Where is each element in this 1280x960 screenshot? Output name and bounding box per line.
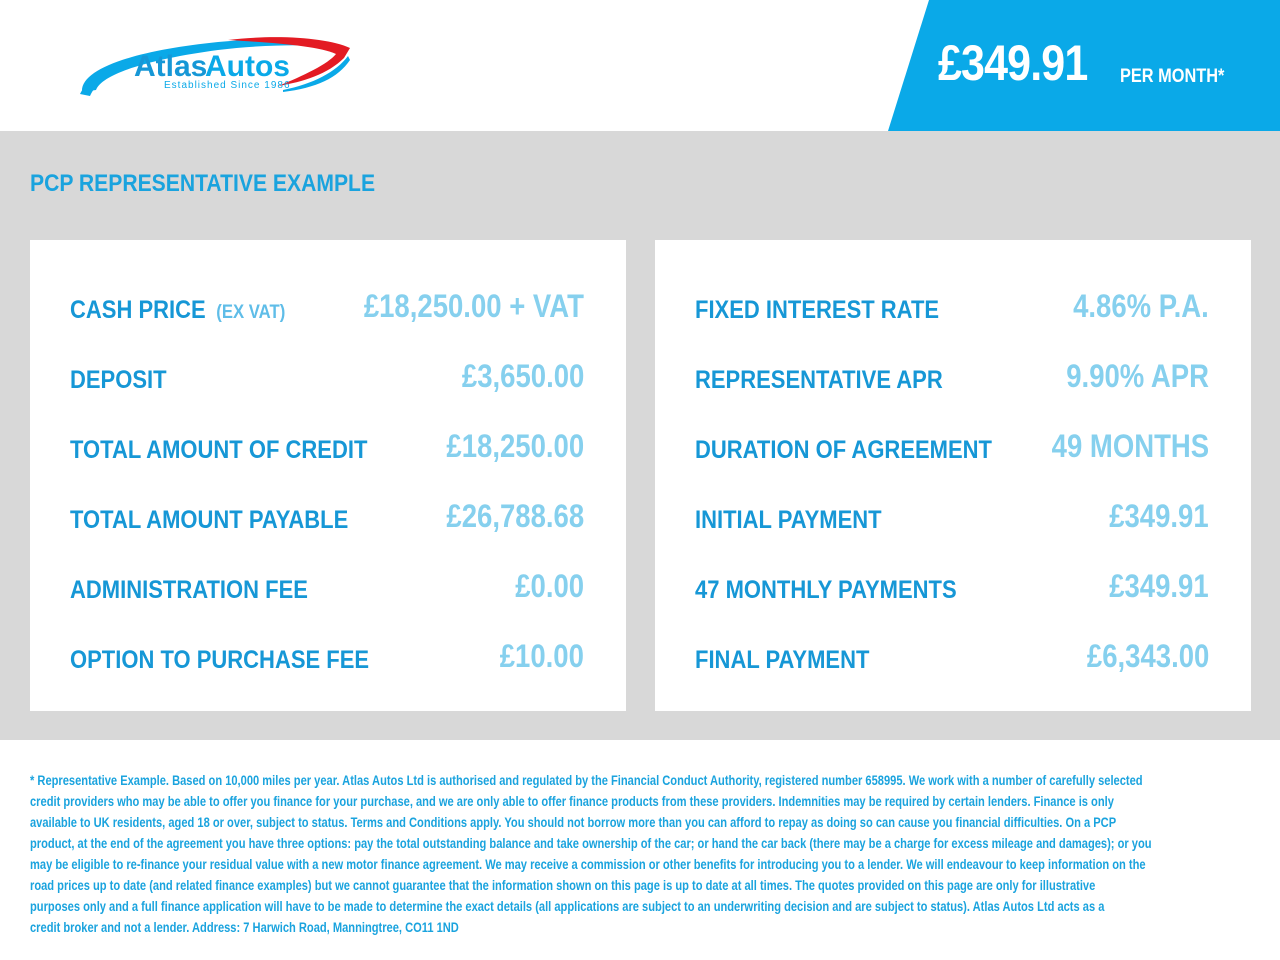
finance-row-label: TOTAL AMOUNT PAYABLE (70, 506, 349, 534)
finance-row (695, 288, 1209, 328)
disclaimer-footnote (30, 770, 1152, 938)
atlas-autos-logo (78, 28, 353, 100)
finance-row-label: OPTION TO PURCHASE FEE (70, 646, 370, 674)
section-title: PCP REPRESENTATIVE EXAMPLE (30, 170, 376, 197)
finance-row-value: 49 MONTHS (1051, 428, 1209, 464)
finance-row-label: ADMINISTRATION FEE (70, 576, 308, 604)
finance-row-label: CASH PRICE (EX VAT) (70, 296, 286, 324)
finance-row-label: 47 MONTHLY PAYMENTS (695, 576, 957, 604)
finance-row-label: FINAL PAYMENT (695, 646, 870, 674)
finance-panel-left (30, 240, 626, 711)
finance-row-value: £6,343.00 (1086, 638, 1209, 674)
finance-row-value: £10.00 (499, 638, 584, 674)
finance-row-label: DEPOSIT (70, 366, 167, 394)
logo-name-autos: Autos (205, 50, 290, 83)
finance-row (695, 498, 1209, 538)
finance-row-label: REPRESENTATIVE APR (695, 366, 943, 394)
logo-tagline: Established Since 1986 (164, 80, 291, 91)
finance-row-value: £3,650.00 (461, 358, 584, 394)
finance-row-value: 4.86% P.A. (1073, 288, 1209, 324)
footnote-line: available to UK residents, aged 18 or over, subject to status. Terms and Conditions apply. You should not borrow more than you can afford to repay as doing so can cause you financial difficulties. On a PCP (30, 815, 1117, 830)
finance-row-value: £0.00 (515, 568, 584, 604)
finance-row-sublabel: (EX VAT) (216, 302, 286, 323)
monthly-price: £349.91 (938, 35, 1088, 91)
finance-row-label: FIXED INTEREST RATE (695, 296, 940, 324)
finance-row-value: £349.91 (1109, 498, 1209, 534)
finance-row (695, 358, 1209, 398)
finance-row-value: £18,250.00 + VAT (363, 288, 584, 324)
finance-row (70, 568, 584, 608)
finance-row-label: INITIAL PAYMENT (695, 506, 882, 534)
finance-row (70, 638, 584, 678)
footnote-line: * Representative Example. Based on 10,000 miles per year. Atlas Autos Ltd is authorised and regulated by the Financial Conduct Authority, registered number 658995. We work with a number of carefully selected (30, 773, 1143, 788)
finance-row (70, 498, 584, 538)
finance-row-value: 9.90% APR (1066, 358, 1209, 394)
finance-row (695, 428, 1209, 468)
finance-row (70, 358, 584, 398)
per-month-label: PER MONTH* (1120, 66, 1225, 87)
footnote-line: product, at the end of the agreement you have three options: pay the total outstanding balance and take ownership of the car; or hand the car back (there may be a charge for excess mileage and damages); or you (30, 836, 1152, 851)
finance-row-label: TOTAL AMOUNT OF CREDIT (70, 436, 368, 464)
finance-row-label: DURATION OF AGREEMENT (695, 436, 992, 464)
logo-name-atlas: Atlas (134, 50, 208, 83)
footnote-line: credit broker and not a lender. Address: 7 Harwich Road, Manningtree, CO11 1ND (30, 920, 459, 935)
finance-row (70, 428, 584, 468)
finance-row (695, 568, 1209, 608)
footnote-line: credit providers who may be able to offer you finance for your purchase, and we are only able to offer finance products from these providers. Indemnities may be required by certain lenders. Finance is only (30, 794, 1114, 809)
finance-row-value: £18,250.00 (446, 428, 584, 464)
header (0, 0, 1280, 131)
footnote-line: road prices up to date (and related finance examples) but we cannot guarantee that the information shown on this page is up to date at all times. The quotes provided on this page are only for illustrative (30, 878, 1096, 893)
finance-panel-right (655, 240, 1251, 711)
footnote-line: purposes only and a full finance application will have to be made to determine the exact details (all applications are subject to an underwriting decision and are subject to status). Atlas Autos Ltd acts as a (30, 899, 1105, 914)
finance-row (695, 638, 1209, 678)
finance-row-value: £26,788.68 (446, 498, 584, 534)
finance-row (70, 288, 584, 328)
finance-row-value: £349.91 (1109, 568, 1209, 604)
footnote-line: may be eligible to re-finance your residual value with a new motor finance agreement. We may receive a commission or other benefits for introducing you to a lender. We will endeavour to keep information on the (30, 857, 1146, 872)
